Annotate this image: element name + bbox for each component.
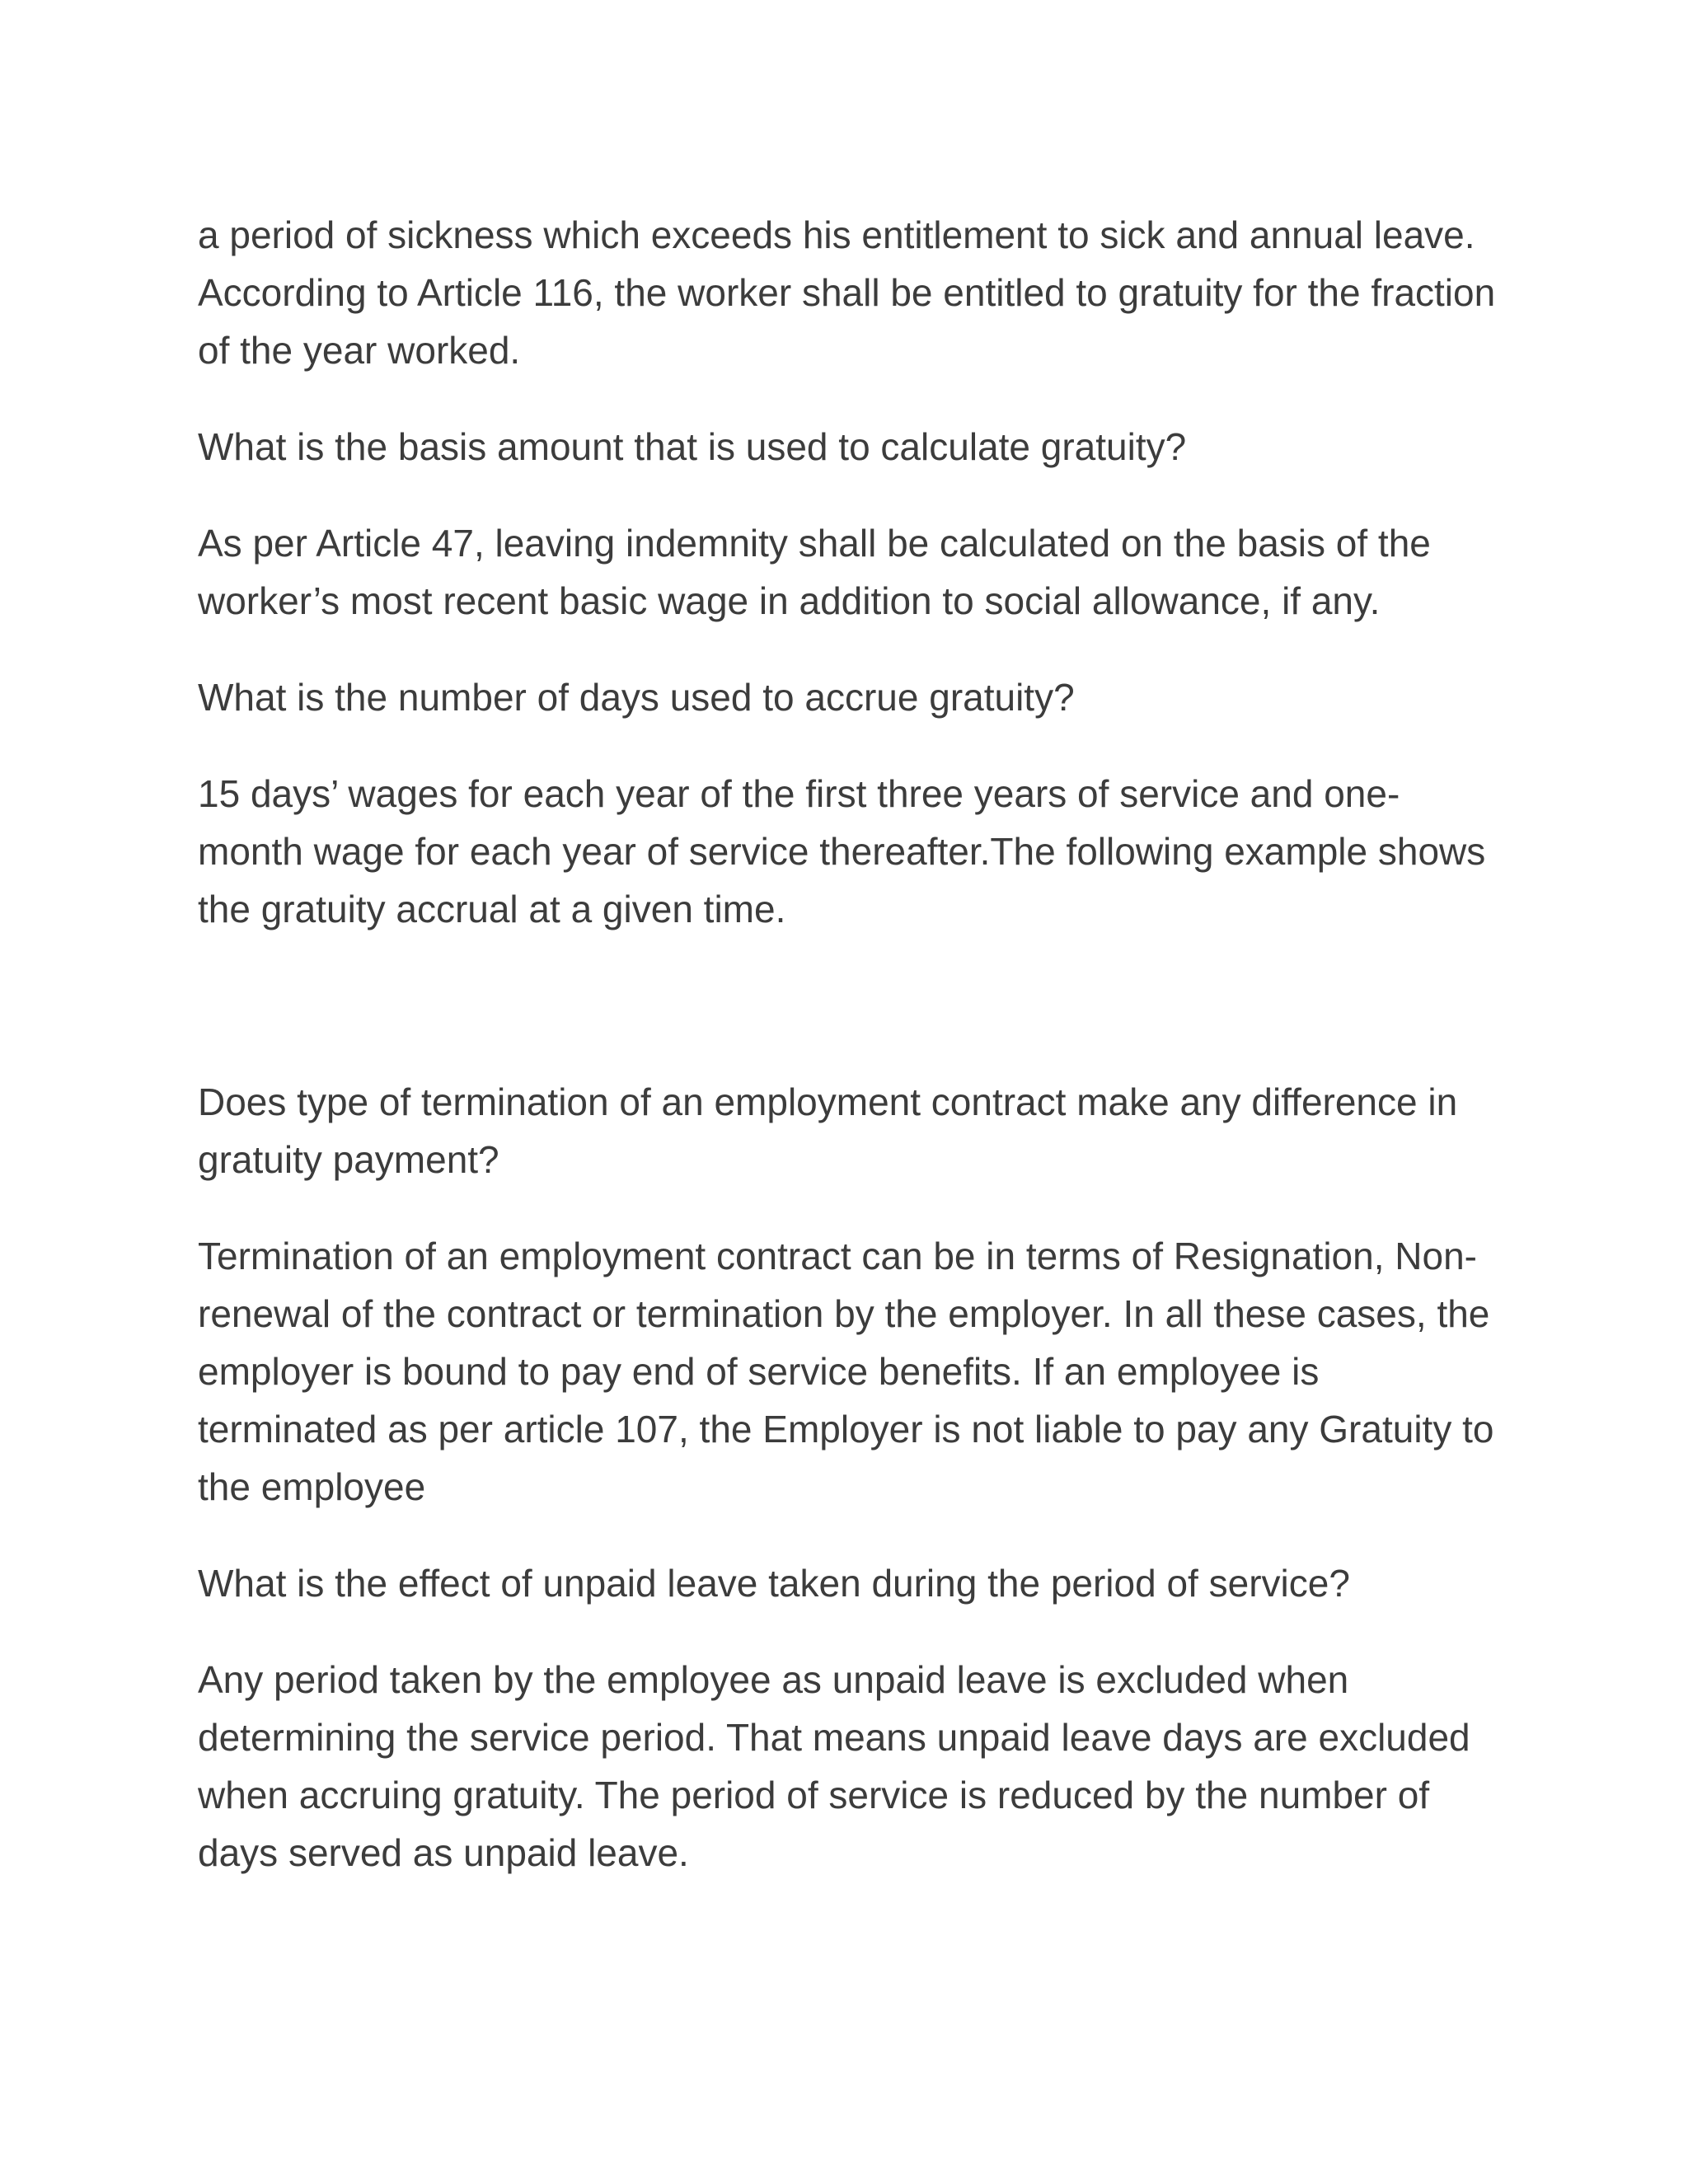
answer-termination-type: Termination of an employment contract can be in terms of Resignation, Non-renewal of the contract or termination by the employer. In all these cases, the employer is bound to pay end of service benefits. If an employee is terminated as per article 107, the Employer is not liable to pay any Gratuity to the employee — [198, 1235, 1494, 1508]
answer-number-of-days: 15 days’ wages for each year of the first three years of service and one-month wage for each year of service thereafter.The following example shows the gratuity accrual at a given time. — [198, 772, 1486, 930]
answer-unpaid-leave: Any period taken by the employee as unpaid leave is excluded when determining the service period. That means unpaid leave days are excluded when accruing gratuity. The period of service is reduced by the number of days served as unpaid leave. — [198, 1658, 1470, 1874]
question-number-of-days: What is the number of days used to accrue gratuity? — [198, 676, 1075, 719]
question-unpaid-leave: What is the effect of unpaid leave taken during the period of service? — [198, 1562, 1350, 1605]
question-basis-amount: What is the basis amount that is used to calculate gratuity? — [198, 425, 1187, 468]
question-termination-type: Does type of termination of an employment contract make any difference in gratuity payment? — [198, 1080, 1458, 1181]
document-body — [198, 206, 1500, 1882]
paragraph-sickness-gratuity: a period of sickness which exceeds his entitlement to sick and annual leave. According to Article 116, the worker shall be entitled to gratuity for the fraction of the year worked. — [198, 213, 1496, 372]
answer-basis-amount: As per Article 47, leaving indemnity shall be calculated on the basis of the worker’s most recent basic wage in addition to social allowance, if any. — [198, 522, 1431, 622]
